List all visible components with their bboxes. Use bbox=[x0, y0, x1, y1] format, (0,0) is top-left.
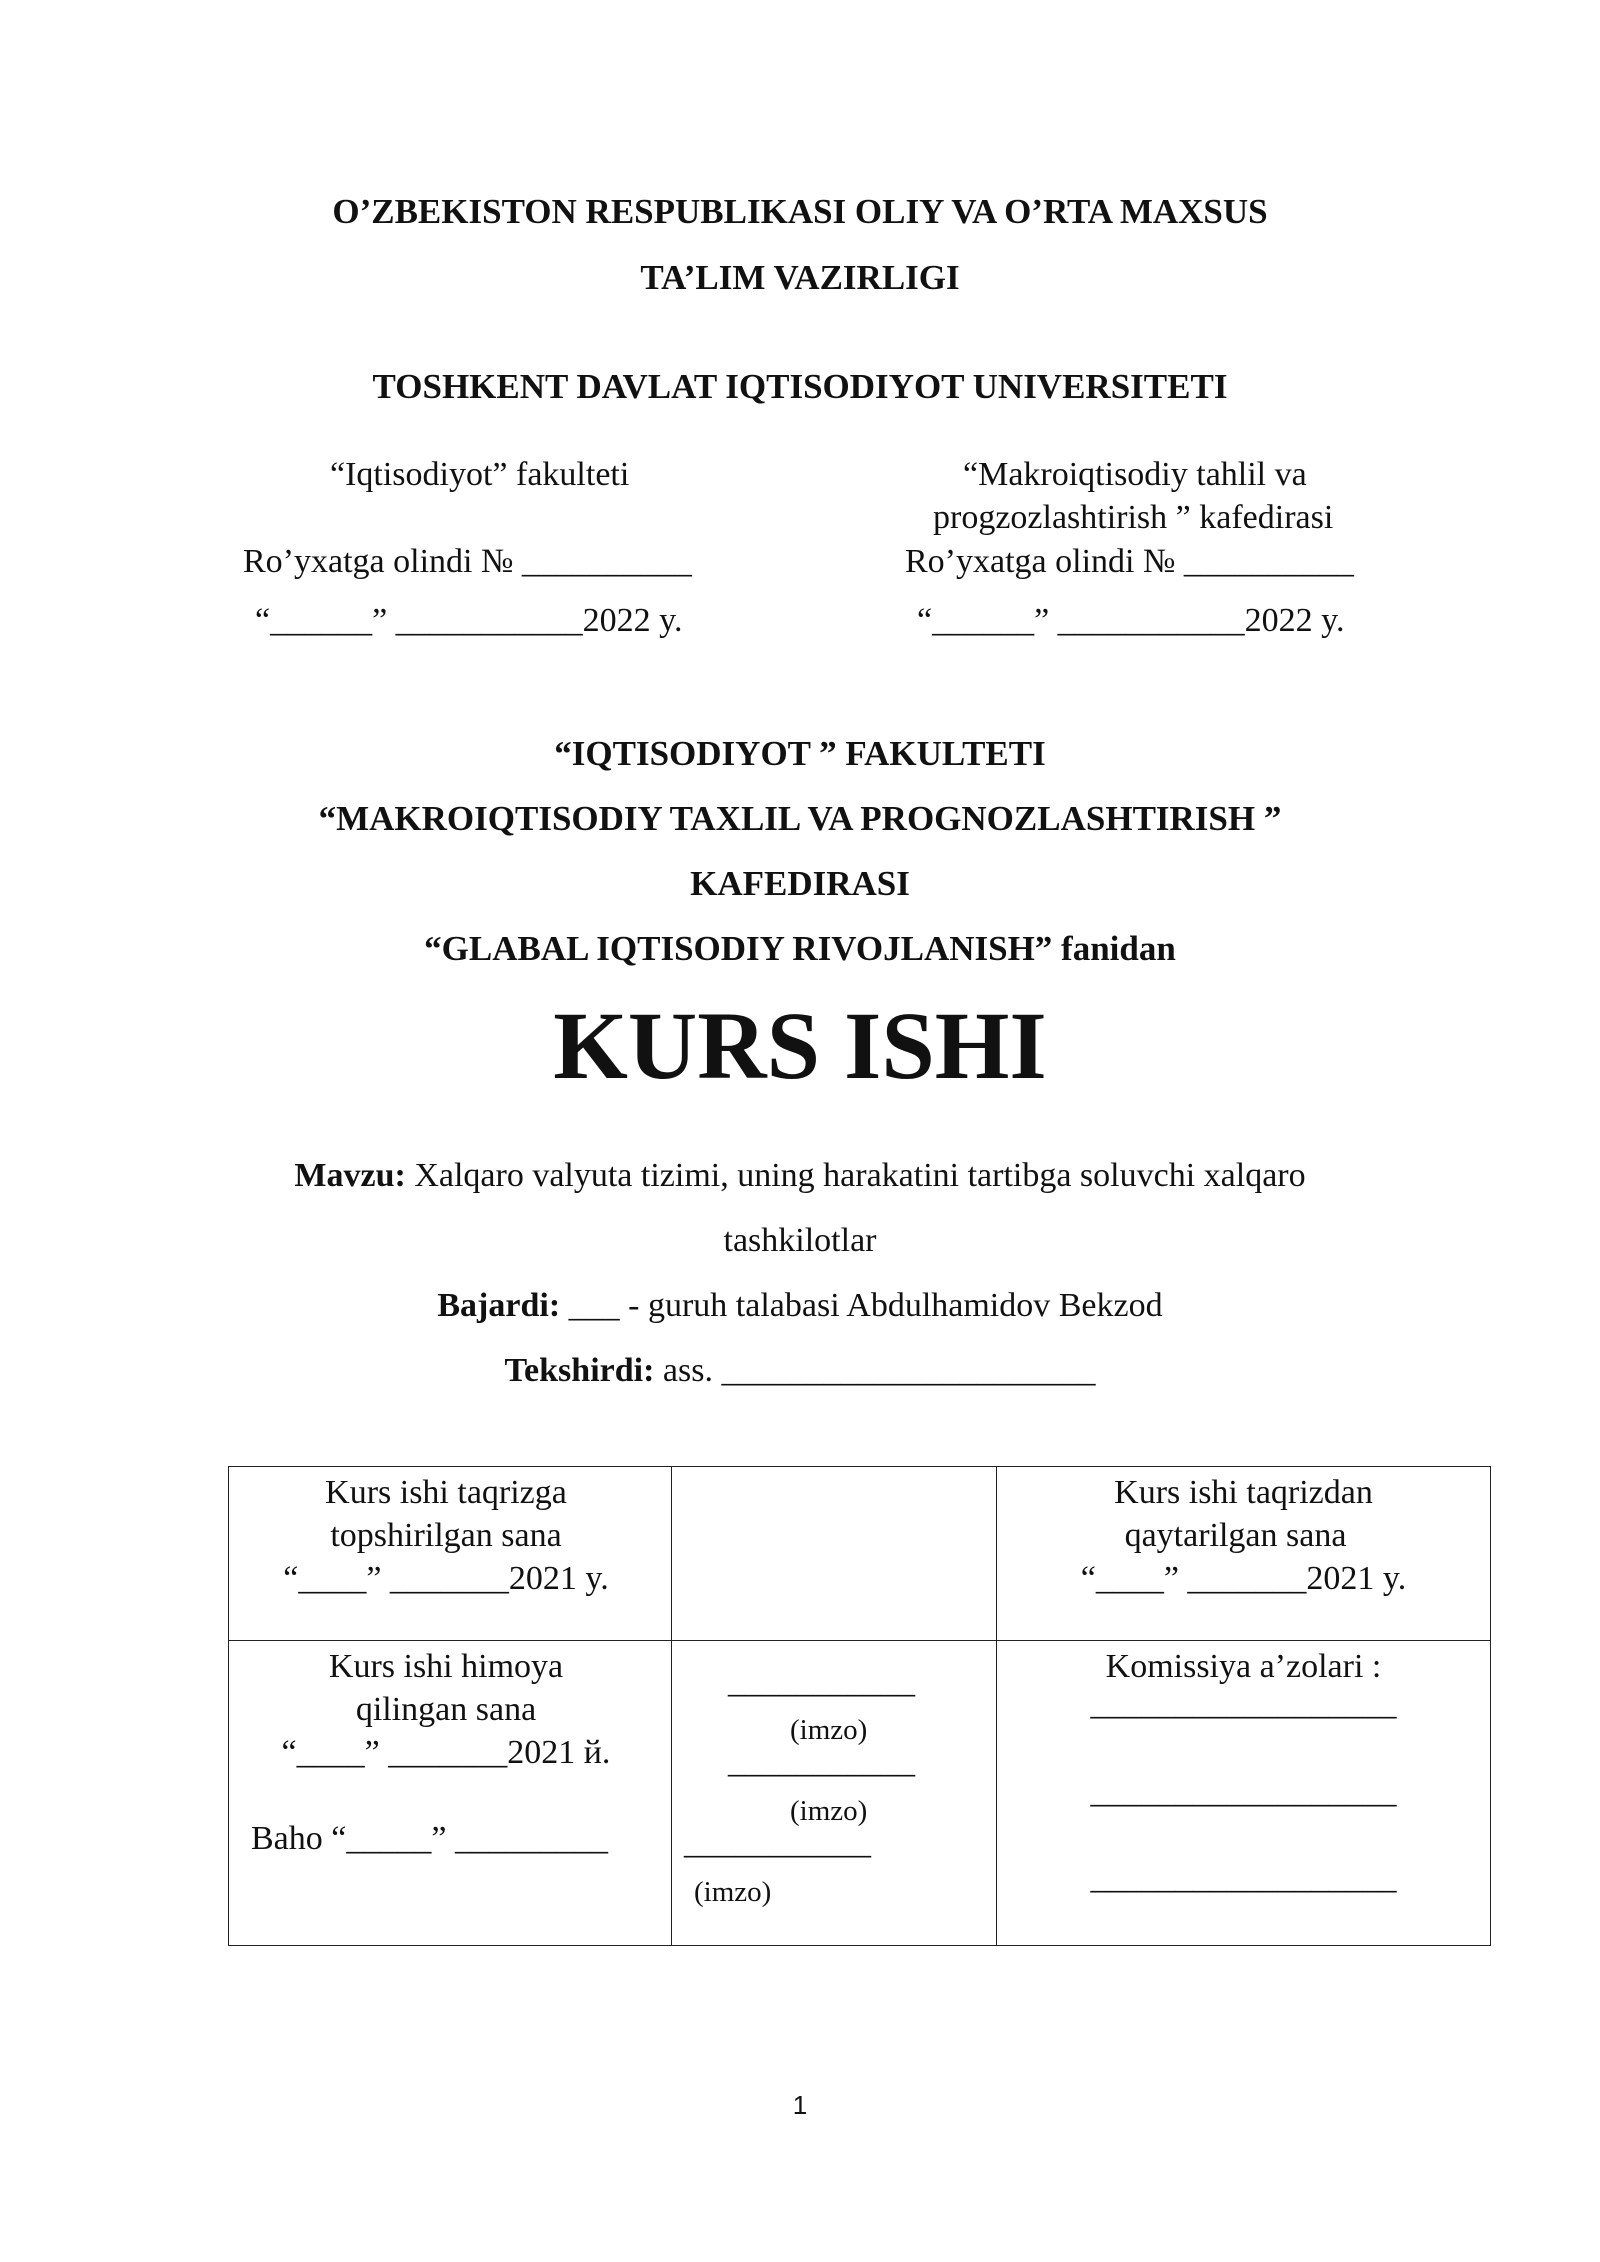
signature-cell bbox=[672, 1641, 997, 1946]
review-returned-line-1: Kurs ishi taqrizdan bbox=[1114, 1474, 1373, 1511]
review-submitted-date: “____” _______2021 y. bbox=[283, 1560, 609, 1597]
defense-date: “____” _______2021 й. bbox=[281, 1734, 611, 1771]
kafedra-name-line-1: “Makroiqtisodiy tahlil va bbox=[963, 456, 1307, 493]
registration-date-left: “______” ___________2022 y. bbox=[255, 602, 683, 639]
commission-line-2: __________________ bbox=[1090, 1773, 1397, 1810]
defense-cell bbox=[229, 1641, 672, 1946]
faculty-name: “Iqtisodiyot” fakulteti bbox=[330, 456, 630, 493]
review-table bbox=[228, 1466, 1491, 1946]
defense-line-1: Kurs ishi himoya bbox=[328, 1648, 564, 1685]
empty-cell bbox=[672, 1467, 997, 1641]
ministry-line-2: TA’LIM VAZIRLIGI bbox=[640, 258, 960, 297]
commission-label: Komissiya a’zolari : bbox=[1105, 1648, 1382, 1685]
table-row bbox=[229, 1641, 1491, 1946]
signature-label-3: (imzo) bbox=[694, 1876, 772, 1908]
defense-line-2: qilingan sana bbox=[355, 1691, 537, 1728]
review-submitted-line-2: topshirilgan sana bbox=[330, 1517, 562, 1554]
registration-number-left: Ro’yxatga olindi № __________ bbox=[243, 543, 692, 580]
topic-line-1 bbox=[0, 1157, 1600, 1195]
checked-by-line bbox=[0, 1352, 1600, 1390]
done-by-value: ___ - guruh talabasi Abdulhamidov Bekzod bbox=[560, 1287, 1163, 1324]
ministry-line-1: O’ZBEKISTON RESPUBLIKASI OLIY VA O’RTA MAXSUS bbox=[332, 192, 1268, 231]
checked-by-value: ass. ______________________ bbox=[654, 1352, 1096, 1389]
registration-date-right: “______” ___________2022 y. bbox=[917, 602, 1345, 639]
kafedra-name-line-2: progzozlashtirish ” kafedirasi bbox=[933, 499, 1334, 536]
signature-label-2: (imzo) bbox=[790, 1795, 868, 1827]
review-returned-date: “____” _______2021 y. bbox=[1080, 1560, 1407, 1597]
kafedra-heading: KAFEDIRASI bbox=[690, 864, 910, 903]
signature-line-3: ___________ bbox=[684, 1824, 871, 1861]
commission-cell bbox=[997, 1641, 1491, 1946]
signature-line-2: ___________ bbox=[728, 1743, 915, 1780]
commission-line-3: __________________ bbox=[1090, 1859, 1397, 1896]
table-row bbox=[229, 1467, 1491, 1641]
chair-heading: “MAKROIQTISODIY TAXLIL VA PROGNOZLASHTIRISH ” bbox=[318, 799, 1282, 838]
done-by-label: Bajardi: bbox=[437, 1287, 561, 1324]
review-submitted-line-1: Kurs ishi taqrizga bbox=[325, 1474, 567, 1511]
subject-heading: “GLABAL IQTISODIY RIVOJLANISH” fanidan bbox=[424, 929, 1176, 968]
document-title: KURS ISHI bbox=[553, 992, 1047, 1099]
checked-by-label: Tekshirdi: bbox=[504, 1352, 655, 1389]
university-name: TOSHKENT DAVLAT IQTISODIYOT UNIVERSITETI bbox=[372, 367, 1228, 406]
signature-label-1: (imzo) bbox=[790, 1714, 868, 1746]
registration-number-right: Ro’yxatga olindi № __________ bbox=[905, 543, 1354, 580]
page-number: 1 bbox=[792, 2090, 808, 2120]
review-submitted-cell bbox=[229, 1467, 672, 1641]
review-returned-line-2: qaytarilgan sana bbox=[1124, 1517, 1347, 1554]
done-by-line bbox=[0, 1287, 1600, 1325]
review-returned-cell bbox=[997, 1467, 1491, 1641]
topic-line-2: tashkilotlar bbox=[723, 1222, 877, 1259]
topic-text: Xalqaro valyuta tizimi, uning harakatini tartibga soluvchi xalqaro bbox=[405, 1157, 1306, 1194]
topic-label: Mavzu: bbox=[294, 1157, 406, 1194]
commission-line-1: __________________ bbox=[1090, 1685, 1397, 1722]
faculty-heading: “IQTISODIYOT ” FAKULTETI bbox=[554, 734, 1046, 773]
signature-line-1: ___________ bbox=[728, 1663, 915, 1700]
grade-line: Baho “_____” _________ bbox=[251, 1820, 608, 1857]
